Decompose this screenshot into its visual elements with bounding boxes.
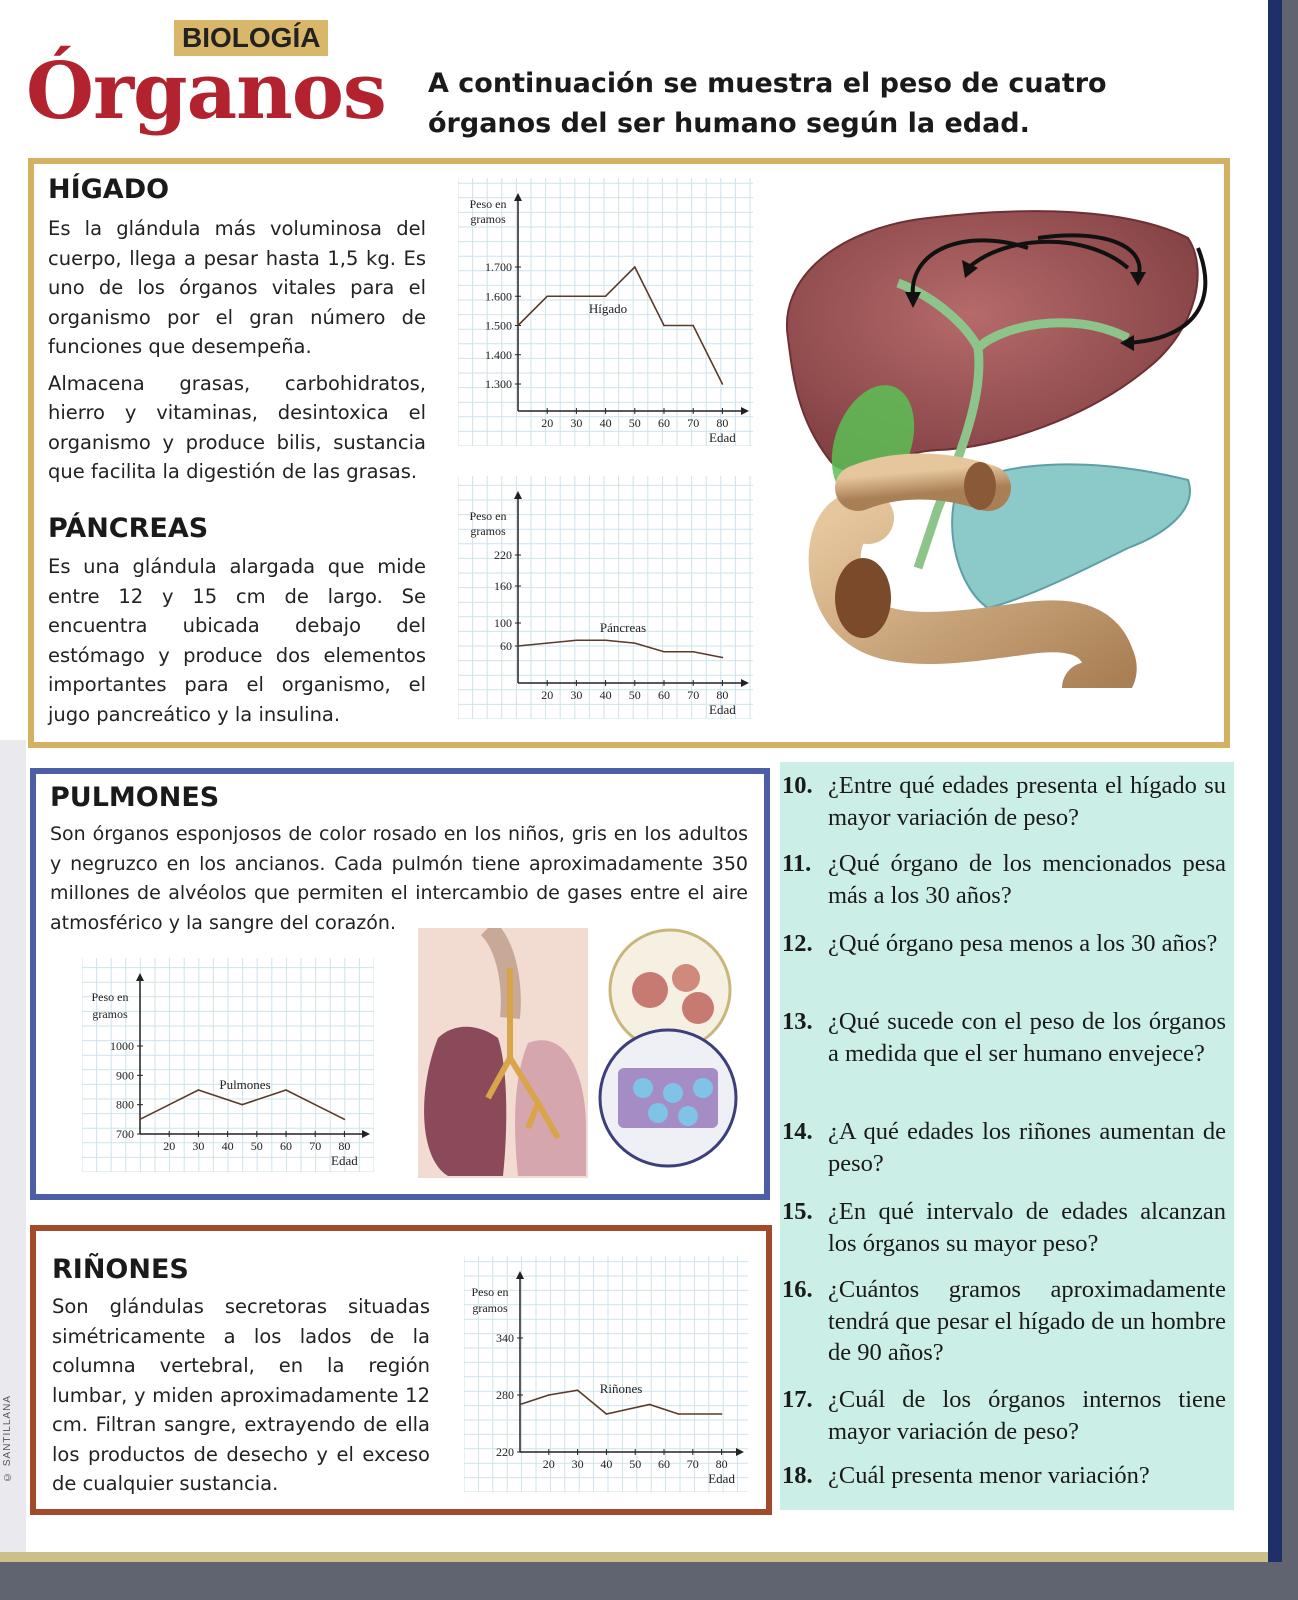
question-number: 16. [782, 1276, 813, 1303]
data-point [606, 1413, 608, 1415]
x-tick-label: 50 [628, 688, 641, 702]
question-item [780, 1274, 1226, 1369]
x-axis-label: Edad [709, 430, 736, 445]
data-point [548, 1394, 550, 1396]
y-axis-label: Peso en [91, 990, 129, 1004]
data-point [576, 295, 578, 297]
y-tick-label: 1.300 [485, 377, 512, 391]
question-number: 14. [782, 1118, 813, 1145]
data-point [168, 1104, 170, 1106]
x-tick-label: 80 [715, 1457, 728, 1471]
page-title: Órganos [26, 46, 386, 137]
y-tick-label: 1.400 [485, 347, 512, 362]
data-point [576, 639, 578, 641]
x-tick-label: 50 [628, 416, 641, 430]
x-tick-label: 30 [192, 1139, 205, 1153]
y-axis-label: gramos [92, 1007, 128, 1021]
x-tick-label: 80 [716, 688, 729, 702]
data-point [678, 1413, 680, 1415]
data-point [139, 1119, 141, 1121]
question-text: ¿Cuál presenta menor variación? [828, 1462, 1150, 1489]
x-tick-label: 60 [658, 416, 670, 430]
question-text: ¿Cuál de los órganos internos tiene mayor variación de peso? [828, 1386, 1226, 1445]
data-point [649, 1404, 651, 1406]
y-tick-label: 340 [496, 1331, 514, 1345]
lungs-drawing [418, 928, 748, 1178]
question-item [780, 1384, 1226, 1447]
x-tick-label: 70 [687, 416, 700, 430]
series-label: Páncreas [599, 620, 647, 635]
question-item [780, 1006, 1226, 1069]
x-axis-label: Edad [708, 1471, 735, 1486]
data-point [722, 657, 724, 659]
y-axis-label: gramos [472, 1301, 508, 1315]
data-point [314, 1104, 316, 1106]
data-point [344, 1119, 346, 1121]
lungs-chart [82, 958, 374, 1177]
liver-chart [458, 178, 753, 451]
lungs-chart-svg [82, 958, 374, 1172]
y-tick-label: 1.700 [485, 260, 512, 274]
x-tick-label: 30 [570, 688, 583, 702]
question-item [780, 770, 1226, 833]
y-tick-label: 900 [116, 1068, 134, 1083]
y-tick-label: 280 [496, 1388, 514, 1402]
lungs-paragraph-1: Son órganos esponjosos de color rosado en los niños, gris en los adultos y negruzco en los ancianos. Cada pulmón tiene aproximadamente 350 millones de alvéolos que permiten el intercambio de gases entre el aire atmosférico y la sangre del corazón. [50, 823, 748, 934]
data-point [517, 325, 519, 327]
question-number: 13. [782, 1008, 813, 1035]
lungs-text [50, 820, 748, 945]
y-tick-label: 700 [116, 1127, 134, 1141]
x-tick-label: 40 [600, 1457, 613, 1471]
question-number: 18. [782, 1462, 813, 1489]
y-axis-arrow [514, 491, 522, 499]
data-point [634, 266, 636, 268]
pancreas-text [48, 552, 426, 736]
question-item [780, 848, 1226, 911]
liver-text [48, 214, 426, 494]
x-tick-label: 20 [541, 688, 554, 702]
question-item [780, 1196, 1226, 1259]
data-point [663, 325, 665, 327]
y-tick-label: 160 [494, 579, 512, 593]
kidneys-text [52, 1292, 430, 1506]
x-tick-label: 60 [658, 688, 670, 702]
kidneys-paragraph-1: Son glándulas secretoras situadas simétricamente a los lados de la columna vertebral, en la región lumbar, y miden aproximadamente 12 cm. Filtran sangre, extrayendo de ella los productos de desecho y el exceso de cualquier sustancia. [52, 1295, 430, 1495]
data-point [605, 639, 607, 641]
question-text: ¿Qué órgano de los mencionados pesa más a los 30 años? [828, 850, 1226, 909]
question-number: 15. [782, 1198, 813, 1225]
question-text: ¿Cuántos gramos aproximadamente tendrá que pesar el hígado de un hombre de 90 años? [828, 1276, 1226, 1366]
x-tick-label: 70 [686, 1457, 699, 1471]
x-tick-label: 70 [687, 688, 700, 702]
x-tick-label: 70 [309, 1139, 322, 1153]
question-text: ¿En qué intervalo de edades alcanzan los órganos su mayor peso? [828, 1198, 1226, 1257]
question-item [780, 1116, 1226, 1179]
x-tick-label: 50 [250, 1139, 263, 1153]
data-point [722, 383, 724, 385]
question-text: ¿Entre qué edades presenta el hígado su mayor variación de peso? [828, 772, 1226, 831]
y-tick-label: 220 [496, 1445, 514, 1459]
data-point [663, 651, 665, 653]
liver-heading: HÍGADO [48, 174, 170, 205]
question-text: ¿Qué sucede con el peso de los órganos a medida que el ser humano envejece? [828, 1008, 1226, 1067]
x-tick-label: 30 [571, 1457, 584, 1471]
x-axis-label: Edad [331, 1153, 358, 1168]
y-tick-label: 800 [116, 1097, 134, 1112]
pancreas-chart-svg [458, 476, 753, 719]
x-axis-arrow [362, 1130, 370, 1138]
x-tick-label: 20 [542, 1457, 555, 1471]
x-tick-label: 40 [221, 1139, 234, 1153]
y-axis-arrow [136, 973, 144, 981]
intro-text: A continuación se muestra el peso de cuatro órganos del ser humano según la edad. [428, 68, 1107, 139]
data-point [577, 1389, 579, 1391]
data-point [517, 645, 519, 647]
x-tick-label: 20 [541, 416, 554, 430]
y-axis-label: gramos [470, 524, 506, 538]
y-tick-label: 1000 [110, 1039, 134, 1053]
y-tick-label: 1.600 [485, 289, 512, 304]
liver-pancreas-drawing [768, 188, 1208, 688]
data-point [605, 295, 607, 297]
subject-badge: BIOLOGÍA [174, 20, 328, 56]
y-axis-label: Peso en [469, 509, 507, 523]
liver-paragraph-1: Es la glándula más voluminosa del cuerpo, llega a pesar hasta 1,5 kg. Es uno de los órganos vitales para el organismo por el gran número de funciones que desempeña. [48, 217, 426, 358]
question-number: 12. [782, 930, 813, 957]
copyright-label: © SANTILLANA [2, 1395, 13, 1482]
pancreas-chart [458, 476, 753, 724]
pancreas-paragraph-1: Es una glándula alargada que mide entre 12 y 15 cm de largo. Se encuentra ubicada debajo del estómago y produce dos elementos importantes para el organismo, el jugo pancreático y la insulina. [48, 555, 426, 726]
question-number: 10. [782, 772, 813, 799]
y-axis-label: Peso en [471, 1285, 509, 1299]
y-axis-label: Peso en [469, 197, 507, 211]
question-item [780, 928, 1226, 960]
series-label: Riñones [599, 1381, 643, 1396]
x-tick-label: 30 [570, 416, 583, 430]
data-point [546, 295, 548, 297]
question-number: 11. [782, 850, 812, 877]
x-tick-label: 40 [599, 688, 612, 702]
lungs-illustration [418, 928, 748, 1183]
y-tick-label: 100 [494, 616, 512, 630]
data-point [634, 642, 636, 644]
lungs-heading: PULMONES [50, 782, 220, 813]
kidneys-heading: RIÑONES [52, 1254, 189, 1285]
data-point [692, 325, 694, 327]
questions-panel [780, 762, 1234, 1510]
data-point [692, 651, 694, 653]
x-tick-label: 80 [716, 416, 729, 430]
question-item [780, 1460, 1226, 1492]
liver-paragraph-2: Almacena grasas, carbohidratos, hierro y vitaminas, desintoxica el organismo y produce bilis, sustancia que facilita la digestión de las grasas. [48, 371, 426, 483]
kidneys-chart [464, 1256, 748, 1497]
liver-chart-svg [458, 178, 753, 446]
x-tick-label: 60 [658, 1457, 670, 1471]
x-tick-label: 80 [338, 1139, 351, 1153]
data-point [285, 1089, 287, 1091]
x-axis-arrow [741, 407, 749, 415]
y-axis-label: gramos [470, 212, 506, 226]
x-axis-arrow [741, 679, 749, 687]
data-point [198, 1089, 200, 1091]
series-label: Hígado [588, 301, 628, 316]
question-number: 17. [782, 1386, 813, 1413]
liver-pancreas-illustration [768, 188, 1208, 693]
data-point [721, 1413, 723, 1415]
x-tick-label: 50 [629, 1457, 642, 1471]
y-axis-arrow [516, 1271, 524, 1279]
question-text: ¿A qué edades los riñones aumentan de peso? [828, 1118, 1226, 1177]
question-text: ¿Qué órgano pesa menos a los 30 años? [828, 930, 1218, 957]
kidneys-chart-svg [464, 1256, 748, 1492]
data-point [241, 1104, 243, 1106]
x-tick-label: 60 [280, 1139, 292, 1153]
x-tick-label: 20 [163, 1139, 176, 1153]
pancreas-heading: PÁNCREAS [48, 513, 209, 544]
y-tick-label: 220 [494, 548, 512, 562]
data-point [546, 642, 548, 644]
x-axis-label: Edad [709, 702, 736, 717]
y-tick-label: 60 [500, 639, 512, 653]
x-tick-label: 40 [599, 416, 612, 430]
series-label: Pulmones [219, 1077, 271, 1092]
y-tick-label: 1.500 [485, 318, 512, 333]
y-axis-arrow [514, 193, 522, 201]
data-point [519, 1404, 521, 1406]
